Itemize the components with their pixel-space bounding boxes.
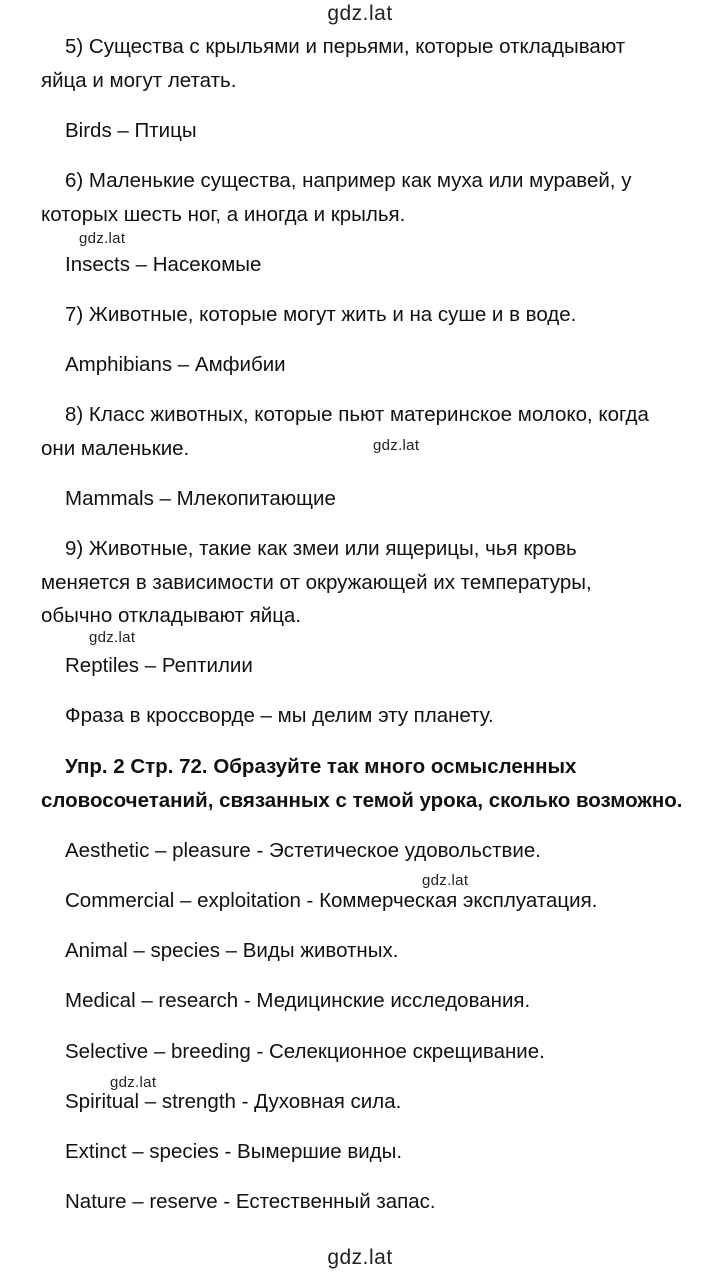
exercise-heading-line-1: Упр. 2 Стр. 72. Образуйте так много осмысленных xyxy=(65,755,577,778)
answer-7: Amphibians – Амфибии xyxy=(65,353,286,376)
exercise-heading-line-2: словосочетаний, связанных с темой урока, сколько возможно. xyxy=(41,789,683,812)
watermark-top: gdz.lat xyxy=(327,2,393,25)
exercise-item: Nature – reserve - Естественный запас. xyxy=(65,1190,436,1213)
watermark-inline: gdz.lat xyxy=(79,230,126,247)
exercise-item: Spiritual – strength - Духовная сила. xyxy=(65,1090,402,1113)
crossword-phrase: Фраза в кроссворде – мы делим эту планету. xyxy=(65,704,494,727)
definition-9-line-2: меняется в зависимости от окружающей их температуры, xyxy=(41,571,592,594)
watermark-bottom: gdz.lat xyxy=(327,1246,393,1269)
answer-8: Mammals – Млекопитающие xyxy=(65,487,336,510)
definition-8-line-1: 8) Класс животных, которые пьют материнское молоко, когда xyxy=(65,403,649,426)
answer-5: Birds – Птицы xyxy=(65,119,197,142)
answer-6: Insects – Насекомые xyxy=(65,253,262,276)
definition-6-line-1: 6) Маленькие существа, например как муха или муравей, у xyxy=(65,169,632,192)
definition-6-line-2: которых шесть ног, а иногда и крылья. xyxy=(41,203,406,226)
watermark-inline: gdz.lat xyxy=(422,872,469,889)
definition-9-line-1: 9) Животные, такие как змеи или ящерицы, чья кровь xyxy=(65,537,577,560)
definition-7-line-1: 7) Животные, которые могут жить и на суше и в воде. xyxy=(65,303,577,326)
exercise-item: Commercial – exploitation - Коммерческая эксплуатация. xyxy=(65,889,598,912)
definition-5-line-1: 5) Существа с крыльями и перьями, которые откладывают xyxy=(65,35,626,58)
exercise-item: Medical – research - Медицинские исследования. xyxy=(65,989,531,1012)
exercise-item: Extinct – species - Вымершие виды. xyxy=(65,1140,403,1163)
answer-9: Reptiles – Рептилии xyxy=(65,654,253,677)
definition-9-line-3: обычно откладывают яйца. xyxy=(41,604,302,627)
exercise-item: Animal – species – Виды животных. xyxy=(65,939,399,962)
watermark-inline: gdz.lat xyxy=(373,437,420,454)
watermark-inline: gdz.lat xyxy=(89,629,136,646)
exercise-item: Selective – breeding - Селекционное скрещивание. xyxy=(65,1040,545,1063)
exercise-item: Aesthetic – pleasure - Эстетическое удовольствие. xyxy=(65,839,541,862)
watermark-inline: gdz.lat xyxy=(110,1074,157,1091)
definition-8-line-2: они маленькие. xyxy=(41,437,190,460)
definition-5-line-2: яйца и могут летать. xyxy=(41,69,237,92)
